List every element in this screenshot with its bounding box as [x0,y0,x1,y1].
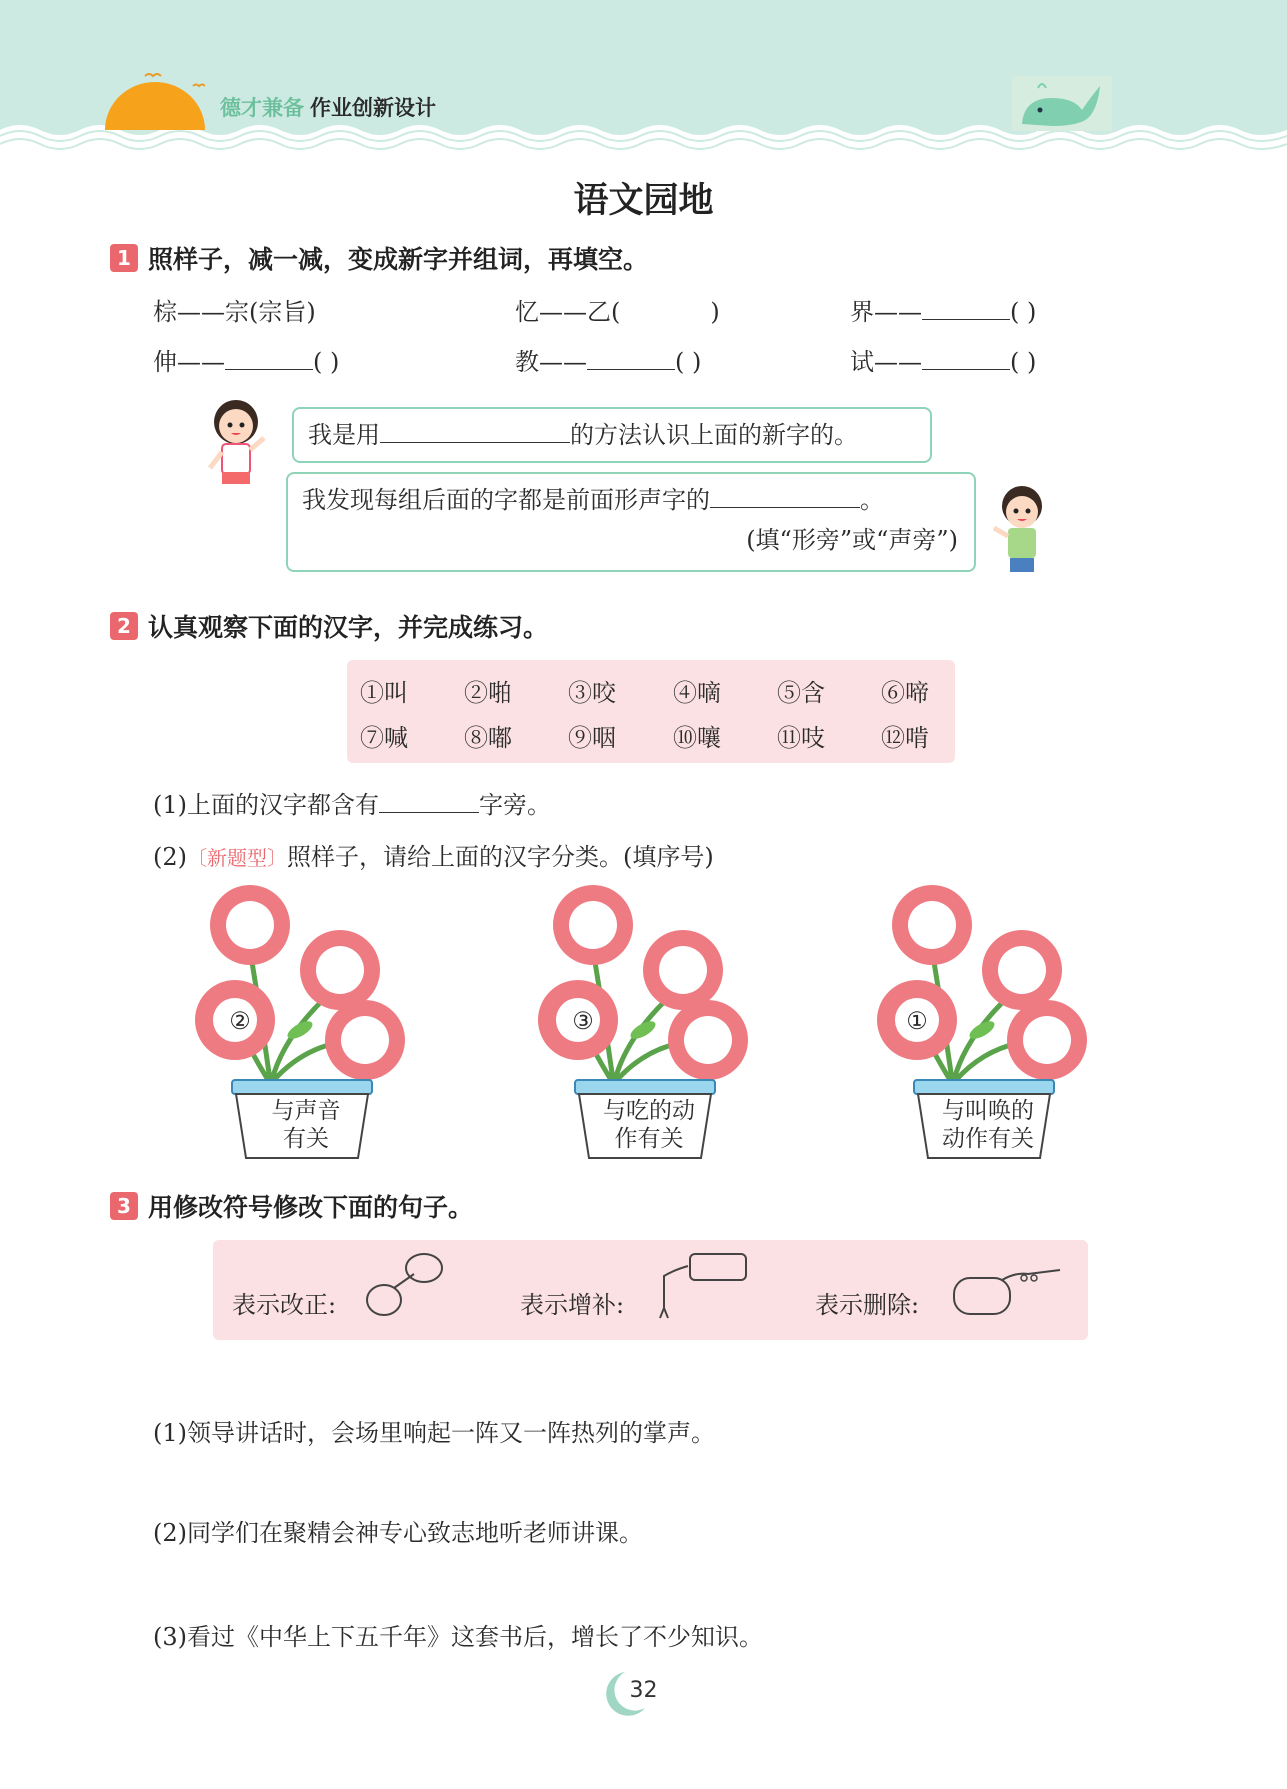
pot2-sample-number: ③ [572,1007,594,1035]
question-1-prompt: 照样子，减一减，变成新字并组词，再填空。 [148,245,649,274]
char-item: ⑨咽 [568,724,616,752]
q3-sentence-3: (3)看过《中华上下五千年》这套书后，增长了不少知识。 [153,1623,763,1651]
q1-item-word: ( ) [313,348,340,376]
pot3-label-line2: 动作有关 [942,1126,1034,1152]
char-item: ②啪 [464,679,512,707]
boy-character-icon [982,478,1062,578]
char-item: ⑤含 [777,679,825,707]
q1-item-word: ( ) [1010,298,1037,326]
symbol-correct-label: 表示改正: [232,1291,337,1319]
q1-item-word: ) [710,298,720,326]
brand-dark-text: 作业创新设计 [310,96,436,120]
q1-item-char: 界 [850,298,874,326]
q1-item-dash: —— [874,298,922,326]
question-number-badge: 2 [110,612,138,640]
q1-item-char: 试 [850,348,874,376]
pot1-sample-number: ② [229,1007,251,1035]
brand-title [220,92,436,122]
question-number-badge: 3 [110,1192,138,1220]
pot1-label-line1: 与声音 [271,1098,341,1124]
q1-item-char: 教 [515,348,539,376]
q1-item-result: 宗 [225,298,249,326]
q2-sub2-text: 照样子，请给上面的汉字分类。(填序号) [287,843,714,871]
speech-bubble-discovery [286,472,976,572]
q3-sentence-1: (1)领导讲话时，会场里响起一阵又一阵热列的掌声。 [153,1419,715,1447]
char-item: ④嘀 [673,679,721,707]
sun-icon [105,70,205,130]
pot2-label-line2: 作有关 [614,1126,684,1152]
q1-item-result: 乙( [587,298,621,326]
q1-item-word: ( ) [1010,348,1037,376]
char-item: ⑥啼 [881,679,929,707]
pot2-label-line1: 与吃的动 [603,1098,695,1124]
q2-sub1-prefix: (1)上面的汉字都含有 [153,791,379,819]
question-1-heading [110,240,648,276]
pot1-label [246,1097,366,1153]
delete-symbol-icon [950,1260,1062,1320]
method-answer-blank[interactable] [380,418,570,443]
page-number: 32 [629,1678,658,1703]
q1-answer-blank[interactable] [922,295,1010,320]
question-3-heading [110,1188,473,1224]
whale-icon [1012,76,1112,131]
pot3-label [918,1097,1058,1153]
q2-sub2 [153,837,714,872]
question-number-badge: 1 [110,244,138,272]
pot3-label-line1: 与叫唤的 [942,1098,1034,1124]
bubble2-hint: (填“形旁”或“声旁”) [746,526,958,554]
correct-symbol-icon [364,1250,446,1320]
q1-item-2 [515,292,720,327]
q1-answer-blank[interactable] [587,345,675,370]
q1-item-dash: —— [539,348,587,376]
char-item: ⑫啃 [881,724,929,752]
q1-item-word: (宗旨) [249,298,316,326]
pot3-sample-number: ① [906,1007,928,1035]
q1-answer-blank[interactable] [225,345,313,370]
bubble2-prefix: 我发现每组后面的字都是前面形声字的 [302,486,710,514]
q2-sub1 [153,785,551,820]
q1-item-char: 棕 [153,298,177,326]
q1-item-word: ( ) [675,348,702,376]
question-2-prompt: 认真观察下面的汉字，并完成练习。 [148,613,549,642]
girl-character-icon [198,392,278,492]
char-item: ⑩嚷 [673,724,721,752]
brand-green-text: 德才兼备 [220,96,304,120]
q1-item-3 [850,292,1036,327]
discovery-answer-blank[interactable] [710,483,860,508]
symbol-add-label: 表示增补: [520,1291,625,1319]
q1-item-dash: —— [177,348,225,376]
bubble1-suffix: 的方法认识上面的新字的。 [570,421,858,449]
char-item: ⑧嘟 [464,724,512,752]
question-3-prompt: 用修改符号修改下面的句子。 [148,1193,474,1222]
q1-item-1 [153,292,316,327]
q1-item-char: 伸 [153,348,177,376]
pot2-label [584,1097,714,1153]
q1-item-dash: —— [539,298,587,326]
q1-item-4 [153,342,339,377]
question-2-heading [110,608,548,644]
q1-item-char: 忆 [515,298,539,326]
char-item: ③咬 [568,679,616,707]
bubble2-suffix: 。 [860,486,884,514]
q3-sentence-2: (2)同学们在聚精会神专心致志地听老师讲课。 [153,1519,643,1547]
q1-item-6 [850,342,1036,377]
q2-sub1-suffix: 字旁。 [479,791,551,819]
q1-answer-blank[interactable] [922,345,1010,370]
char-item: ①叫 [360,679,408,707]
character-list-box [347,660,955,763]
page-title: 语文园地 [573,181,714,221]
add-symbol-icon [652,1248,752,1322]
q2-sub2-prefix: (2) [153,843,187,871]
symbol-delete-label: 表示删除: [815,1291,920,1319]
q1-item-dash: —— [177,298,225,326]
pot1-label-line2: 有关 [283,1126,329,1152]
new-question-type-tag: 〔新题型〕 [187,846,287,870]
bubble1-prefix: 我是用 [308,421,380,449]
radical-answer-blank[interactable] [379,788,479,813]
char-item: ⑦喊 [360,724,408,752]
q1-item-dash: —— [874,348,922,376]
char-item: ⑪吱 [777,724,825,752]
speech-bubble-method [292,407,932,463]
q1-item-5 [515,342,701,377]
